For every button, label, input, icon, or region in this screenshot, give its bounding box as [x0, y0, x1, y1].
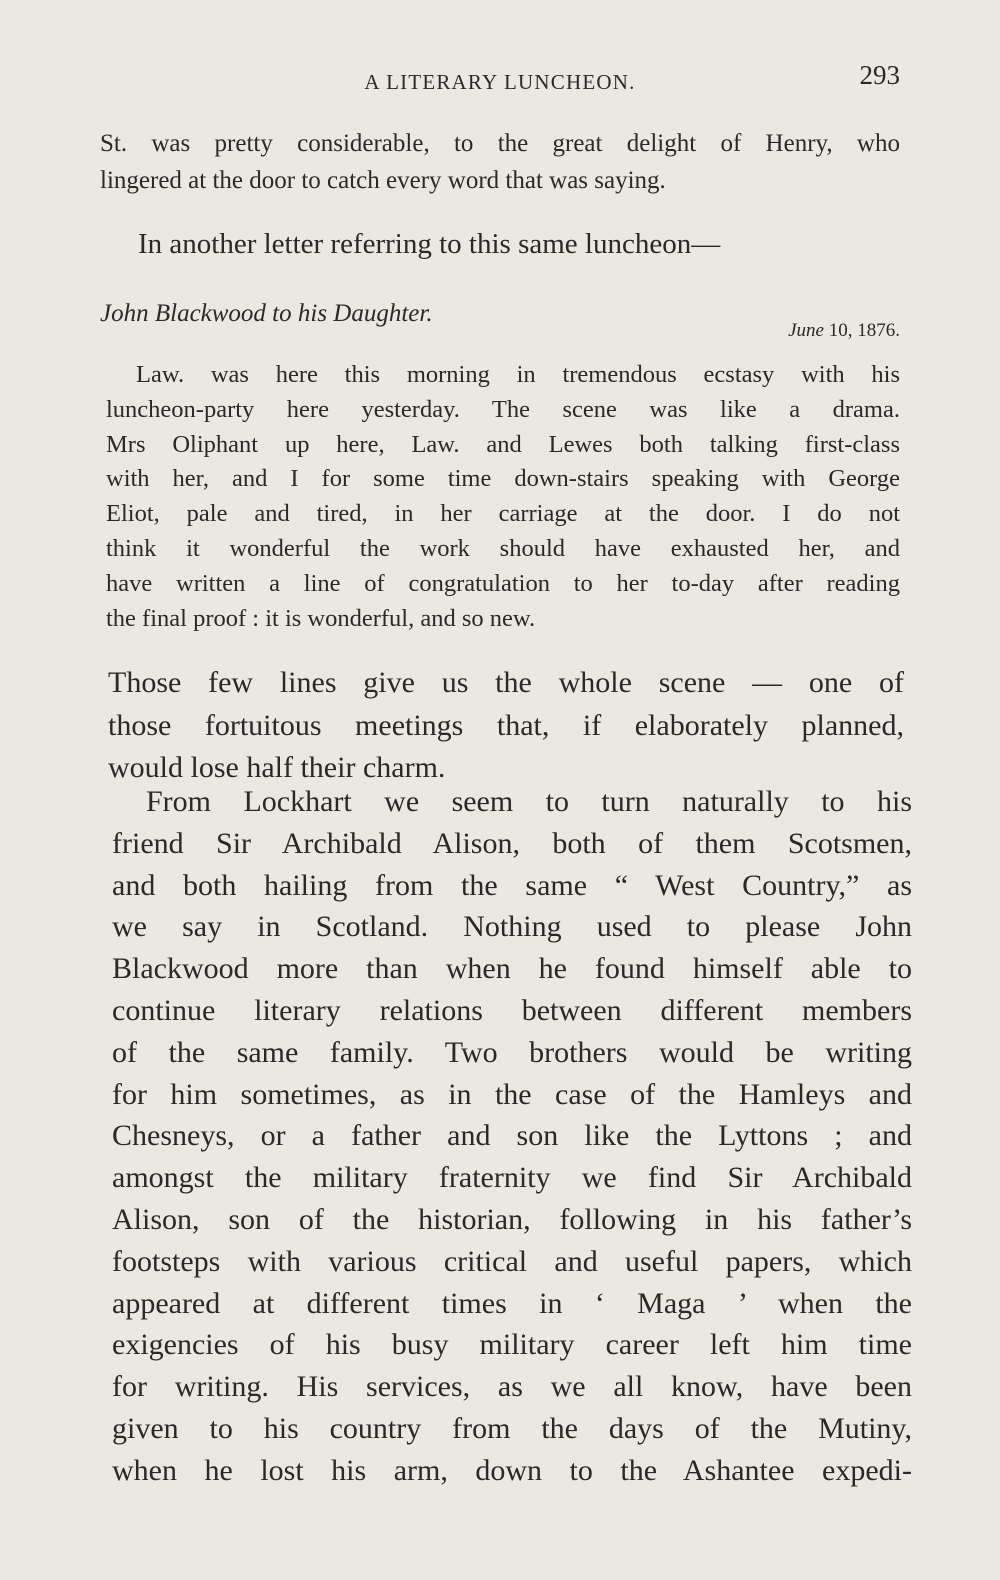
letter-line: Law. was here this morning in tremendous ecstasy with his — [136, 361, 900, 388]
page-number: 293 — [859, 60, 900, 90]
text-line: St. was pretty considerable, to the great delight of Henry, who — [100, 130, 900, 157]
continuation-paragraph — [100, 125, 900, 199]
text-line: amongst the military fraternity we find Sir Archibald — [112, 1161, 912, 1195]
letter-body — [106, 358, 900, 636]
text-line: exigencies of his busy military career left him time — [112, 1328, 912, 1362]
text-line: footsteps with various critical and useful papers, which — [112, 1244, 912, 1278]
letter-line: luncheon-party here yesterday. The scene was like a drama. — [106, 395, 900, 423]
text-line: From Lockhart we seem to turn naturally to his — [146, 785, 912, 818]
lead-in-line — [138, 224, 898, 264]
text-line: Blackwood more than when he found himself able to — [112, 952, 912, 986]
text-line: we say in Scotland. Nothing used to please John — [112, 910, 912, 944]
text-line: Alison, son of the historian, following in his father’s — [112, 1202, 912, 1236]
text-line: friend Sir Archibald Alison, both of them Scotsmen, — [112, 826, 912, 860]
text-line: In another letter referring to this same luncheon— — [138, 228, 721, 260]
text-line: and both hailing from the same “ West Country,” as — [112, 868, 912, 902]
text-line: appeared at different times in ‘ Maga ’ when the — [112, 1286, 912, 1320]
body-paragraph-1 — [108, 662, 904, 790]
text-line: lingered at the door to catch every word that was saying. — [100, 167, 666, 194]
text-line: for writing. His services, as we all know, have been — [112, 1370, 912, 1404]
text-line: when he lost his arm, down to the Ashantee expedi- — [112, 1453, 912, 1487]
letter-line: with her, and I for some time down-stairs speaking with George — [106, 465, 900, 493]
letter-line: have written a line of congratulation to her to-day after reading — [106, 569, 900, 597]
text-line: of the same family. Two brothers would be writing — [112, 1035, 912, 1069]
letter-date — [788, 320, 900, 342]
letter-heading — [100, 296, 900, 332]
letter-line: Mrs Oliphant up here, Law. and Lewes both talking first-class — [106, 430, 900, 458]
letter-line: the final proof : it is wonderful, and so new. — [106, 604, 536, 632]
letter-date-rest: 10, 1876. — [824, 320, 900, 341]
text-line: given to his country from the days of the Mutiny, — [112, 1411, 912, 1445]
text-line: for him sometimes, as in the case of the Hamleys and — [112, 1077, 912, 1111]
text-line: would lose half their charm. — [108, 751, 446, 784]
letter-line: Eliot, pale and tired, in her carriage at the door. I do not — [106, 500, 900, 528]
letter-heading-text: John Blackwood to his Daughter. — [100, 300, 433, 327]
body-paragraph-2 — [112, 781, 912, 1492]
page-header — [100, 58, 900, 98]
text-line: Chesneys, or a father and son like the Lyttons ; and — [112, 1119, 912, 1153]
text-line: continue literary relations between different members — [112, 993, 912, 1027]
text-line: those fortuitous meetings that, if elaborately planned, — [108, 708, 904, 742]
text-line: Those few lines give us the whole scene — one of — [108, 666, 904, 699]
letter-line: think it wonderful the work should have exhausted her, and — [106, 534, 900, 562]
running-head: A LITERARY LUNCHEON. — [364, 70, 636, 94]
letter-date-month: June — [788, 320, 824, 341]
